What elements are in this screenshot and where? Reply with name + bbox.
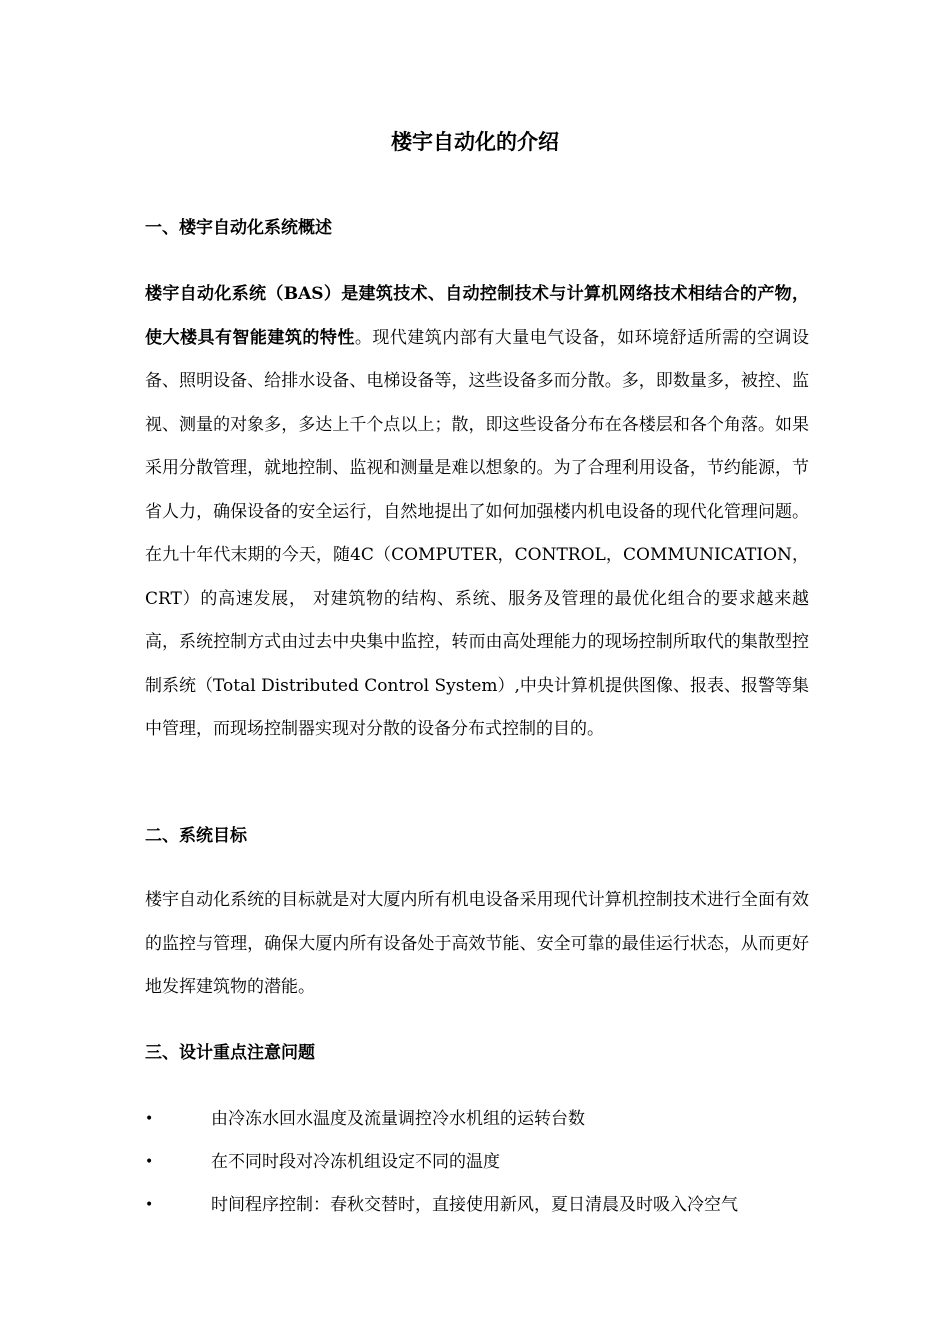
design-notes-list [145, 1098, 809, 1227]
list-item-text: 由冷冻水回水温度及流量调控冷水机组的运转台数 [211, 1109, 585, 1129]
list-item [145, 1184, 809, 1227]
paragraph-overview-lead: 楼宇自动化系统（BAS）是建筑技术、自动控制技术与计算机网络技术相结合的产物，使大楼具有智能建筑的特性 [145, 284, 809, 348]
section-heading-overview: 一、楼宇自动化系统概述 [145, 218, 332, 238]
bullet-icon: • [145, 1111, 154, 1127]
list-item-text: 时间程序控制：春秋交替时，直接使用新风，夏日清晨及时吸入冷空气 [211, 1195, 738, 1215]
page-title: 楼宇自动化的介绍 [391, 129, 559, 154]
section-heading-goals: 二、系统目标 [145, 826, 247, 846]
list-item-text: 在不同时段对冷冻机组设定不同的温度 [211, 1152, 500, 1172]
section-heading-design-notes: 三、设计重点注意问题 [145, 1043, 315, 1063]
paragraph-goals: 楼宇自动化系统的目标就是对大厦内所有机电设备采用现代计算机控制技术进行全面有效的监控与管理，确保大厦内所有设备处于高效节能、安全可靠的最佳运行状态，从而更好地发挥建筑物的潜能。 [145, 890, 809, 997]
paragraph-overview-body: 。现代建筑内部有大量电气设备，如环境舒适所需的空调设备、照明设备、给排水设备、电梯设备等，这些设备多而分散。多，即数量多，被控、监视、测量的对象多，多达上千个点以上；散，即这些设备分布在各楼层和各个角落。如果采用分散管理，就地控制、监视和测量是难以想象的。为了合理利用设备，节约能源，节省人力，确保设备的安全运行，自然地提出了如何加强楼内机电设备的现代化管理问题。在九十年代末期的今天，随4C（COMPUTER，CONTROL，COMMUNICATION，CRT）的高速发展， 对建筑物的结构、系统、服务及管理的最优化组合的要求越来越高，系统控制方式由过去中央集中监控，转而由高处理能力的现场控制所取代的集散型控制系统（Total Distributed Control System）,中央计算机提供图像、报表、报警等集中管理，而现场控制器实现对分散的设备分布式控制的目的。 [145, 327, 810, 739]
paragraph-overview [145, 273, 809, 752]
bullet-icon: • [145, 1154, 154, 1170]
list-item [145, 1098, 809, 1141]
bullet-icon: • [145, 1197, 154, 1213]
list-item [145, 1141, 809, 1184]
